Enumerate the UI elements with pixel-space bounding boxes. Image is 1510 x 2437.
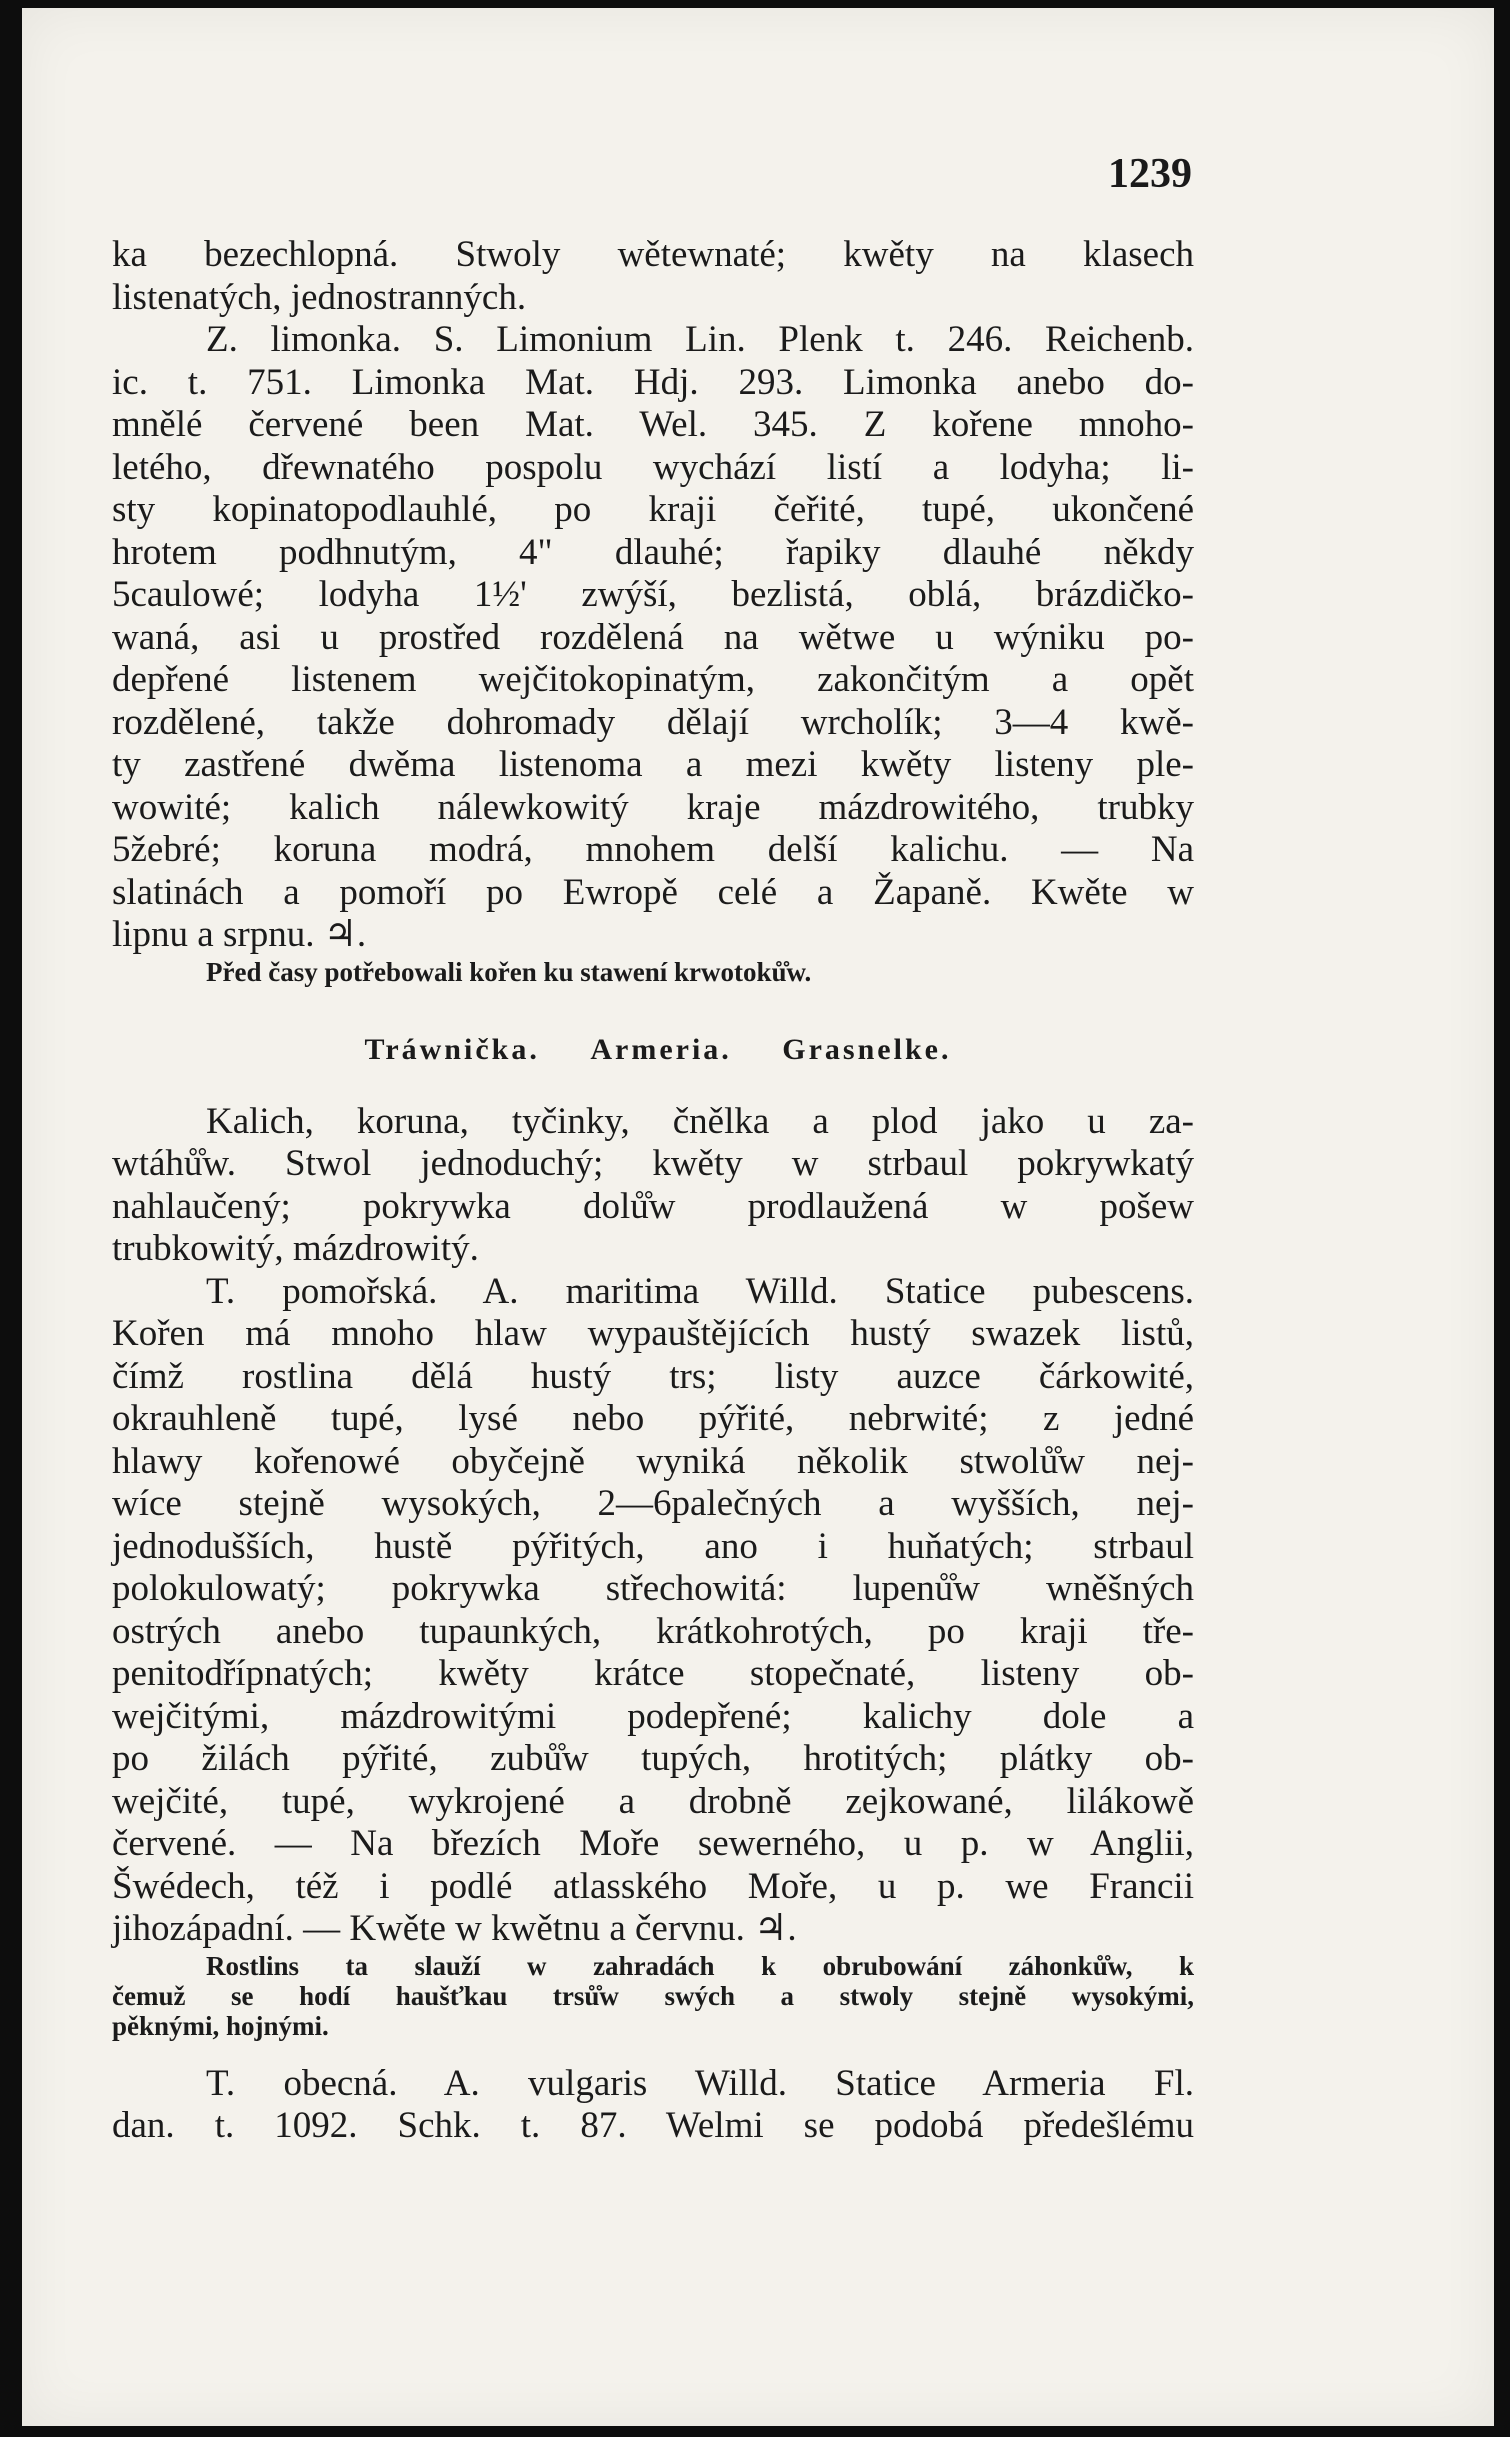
text-line: červené. — Na březích Moře sewerného, u p. w Anglii, — [112, 1823, 1194, 1864]
text-line: slatinách a pomoří po Ewropě celé a Žapaně. Kwěte w — [112, 871, 1194, 913]
text-line: dan. t. 1092. Schk. t. 87. Welmi se podobá předešlému — [112, 2105, 1194, 2146]
text-line: sty kopinatopodlauhlé, po kraji čeřité, tupé, ukončené — [112, 489, 1194, 530]
text-line: wowité; kalich nálewkowitý kraje mázdrowitého, trubky — [112, 786, 1194, 828]
species-line: Z. limonka. S. Limonium Lin. Plenk t. 246. Reichenb. — [206, 319, 1194, 360]
text-line: penitodřípnatých; kwěty krátce stopečnaté, listeny ob- — [112, 1653, 1194, 1694]
text-line: lipnu a srpnu. ♃. — [112, 914, 367, 955]
text-line: waná, asi u prostřed rozdělená na wětwe u wýniku po- — [112, 616, 1194, 658]
text-line: po žilách pýřité, zubů̊w tupých, hrotitých; plátky ob- — [112, 1738, 1194, 1779]
note-line: Rostlins ta slauží w zahradách k obrubowání záhonků̊w, k — [206, 1950, 1194, 1981]
text-line: nahlaučený; pokrywka dolů̊w prodlaužená w pošew — [112, 1185, 1194, 1227]
species-line: T. obecná. A. vulgaris Willd. Statice Armeria Fl. — [206, 2062, 1194, 2104]
text-line: Kalich, koruna, tyčinky, čnělka a plod jako u za- — [206, 1100, 1194, 1142]
text-line: hrotem podhnutým, 4" dlauhé; řapiky dlauhé někdy — [112, 531, 1194, 573]
text-line: wejčitými, mázdrowitými podepřené; kalichy dole a — [112, 1695, 1194, 1737]
text-line: jednodušších, hustě pýřitých, ano i huňatých; strbaul — [112, 1525, 1194, 1567]
text-line: hlawy kořenowé obyčejně wyniká několik stwolů̊w nej- — [112, 1440, 1194, 1482]
text-line: 5žebré; koruna modrá, mnohem delší kalichu. — Na — [112, 829, 1194, 870]
text-line: polokulowatý; pokrywka střechowitá: lupenů̊w wněšných — [112, 1568, 1194, 1609]
text-line: jihozápadní. — Kwěte w kwětnu a červnu. ♃. — [112, 1908, 797, 1949]
text-line: ty zastřené dwěma listenoma a mezi kwěty listeny ple- — [112, 744, 1194, 785]
usage-note — [112, 957, 1194, 987]
text-line: okrauhleně tupé, lysé nebo pýřité, nebrwité; z jedné — [112, 1398, 1194, 1439]
text-line: Šwédech, též i podlé atlasského Moře, u p. we Francii — [112, 1865, 1194, 1907]
genus-name-latin: Armeria. — [590, 1032, 732, 1066]
note-line: čemuž se hodí haušťkau trsů̊w swých a stwoly stejně wysokými, — [112, 1980, 1194, 2011]
text-line: trubkowitý, mázdrowitý. — [112, 1228, 479, 1269]
text-line: letého, dřewnatého pospolu wychází listí a lodyha; li- — [112, 446, 1194, 488]
text-line: 5caulowé; lodyha 1½' zwýší, bezlistá, oblá, brázdičko- — [112, 574, 1194, 615]
text-line: wíce stejně wysokých, 2—6palečných a wyšších, nej- — [112, 1483, 1194, 1524]
genus-heading — [112, 1033, 1194, 1067]
text-line: wejčité, tupé, wykrojené a drobně zejkowané, lilákowě — [112, 1780, 1194, 1822]
section-limonka — [112, 234, 1194, 987]
text-line: depřené listenem wejčitokopinatým, zakončitým a opět — [112, 659, 1194, 700]
page-text — [112, 234, 1194, 2148]
text-line: Kořen má mnoho hlaw wypauštějících hustý swazek listů, — [112, 1313, 1194, 1354]
note-line: pěknými, hojnými. — [112, 2010, 329, 2041]
book-page — [22, 8, 1494, 2426]
text-line: listenatých, jednostranných. — [112, 276, 527, 318]
section-trawnicka — [112, 1101, 1194, 2041]
text-line: čímž rostlina dělá hustý trs; listy auzce čárkowité, — [112, 1355, 1194, 1397]
genus-name-czech: Tráwnička. — [364, 1032, 540, 1066]
cultivation-note — [112, 1951, 1194, 2041]
note-line: Před časy potřebowali kořen ku stawení krwotoků̊w. — [206, 956, 812, 987]
text-line: wtáhů̊w. Stwol jednoduchý; kwěty w strbaul pokrywkatý — [112, 1143, 1194, 1184]
species-line: T. pomořská. A. maritima Willd. Statice pubescens. — [206, 1270, 1194, 1312]
text-line: ka bezechlopná. Stwoly wětewnaté; kwěty na klasech — [112, 234, 1194, 275]
text-line: mnělé červené been Mat. Wel. 345. Z kořene mnoho- — [112, 404, 1194, 445]
text-line: rozdělené, takže dohromady dělají wrcholík; 3—4 kwě- — [112, 701, 1194, 743]
text-line: ostrých anebo tupaunkých, krátkohrotých, po kraji tře- — [112, 1610, 1194, 1652]
genus-name-german: Grasnelke. — [782, 1032, 952, 1066]
text-line: ic. t. 751. Limonka Mat. Hdj. 293. Limonka anebo do- — [112, 361, 1194, 403]
section-obecna — [112, 2063, 1194, 2148]
page-number: 1239 — [1108, 151, 1192, 197]
